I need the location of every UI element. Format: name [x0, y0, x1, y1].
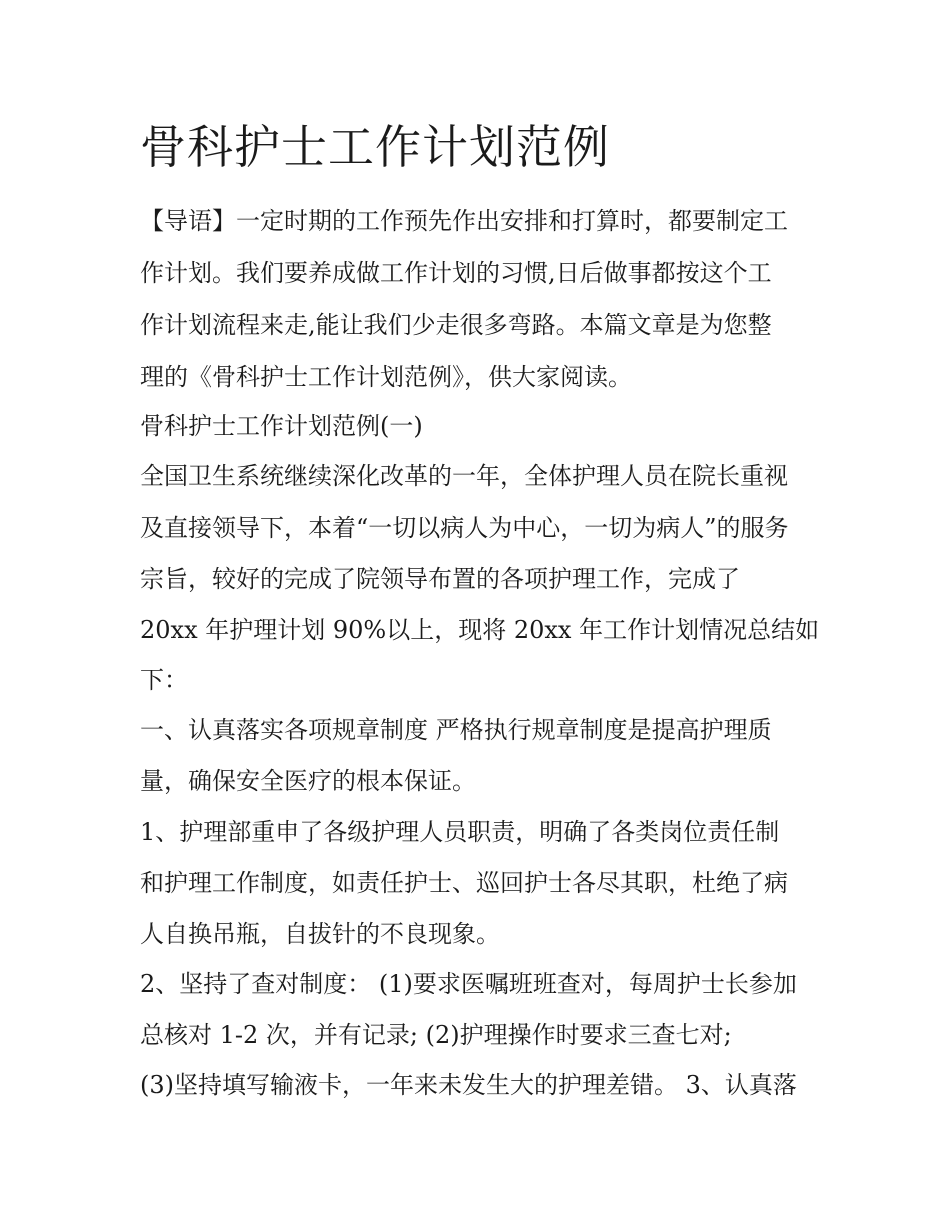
body-line-8: 宗旨，较好的完成了院领导布置的各项护理工作，完成了	[140, 565, 740, 593]
body-line-1: 【导语】一定时期的工作预先作出安排和打算时，都要制定工	[140, 207, 788, 235]
body-line-6: 全国卫生系统继续深化改革的一年，全体护理人员在院长重视	[140, 462, 788, 490]
body-line-18: (3)坚持填写输液卡，一年来未发生大的护理差错。 3、认真落	[140, 1071, 797, 1099]
section-heading: 骨科护士工作计划范例(一)	[140, 412, 423, 440]
body-line-2: 作计划。我们要养成做工作计划的习惯,日后做事都按这个工	[140, 259, 772, 287]
document-title: 骨科护士工作计划范例	[140, 120, 610, 174]
body-line-11: 一、认真落实各项规章制度 严格执行规章制度是提高护理质	[140, 716, 772, 744]
body-line-17: 总核对 1-2 次，并有记录; (2)护理操作时要求三查七对;	[140, 1021, 732, 1049]
body-line-15: 人自换吊瓶，自拔针的不良现象。	[140, 920, 500, 948]
body-line-16: 2、坚持了查对制度： (1)要求医嘱班班查对，每周护士长参加	[140, 970, 797, 998]
body-line-12: 量，确保安全医疗的根本保证。	[140, 767, 476, 795]
body-line-4: 理的《骨科护士工作计划范例》，供大家阅读。	[140, 363, 632, 391]
body-line-3: 作计划流程来走,能让我们少走很多弯路。本篇文章是为您整	[140, 311, 772, 339]
body-line-9: 20xx 年护理计划 90%以上，现将 20xx 年工作计划情况总结如	[140, 616, 820, 644]
body-line-10: 下：	[140, 666, 188, 694]
body-line-14: 和护理工作制度，如责任护士、巡回护士各尽其职，杜绝了病	[140, 869, 788, 897]
body-line-13: 1、护理部重申了各级护理人员职责，明确了各类岗位责任制	[140, 818, 780, 846]
body-line-7: 及直接领导下，本着“一切以病人为中心，一切为病人”的服务	[140, 514, 789, 542]
